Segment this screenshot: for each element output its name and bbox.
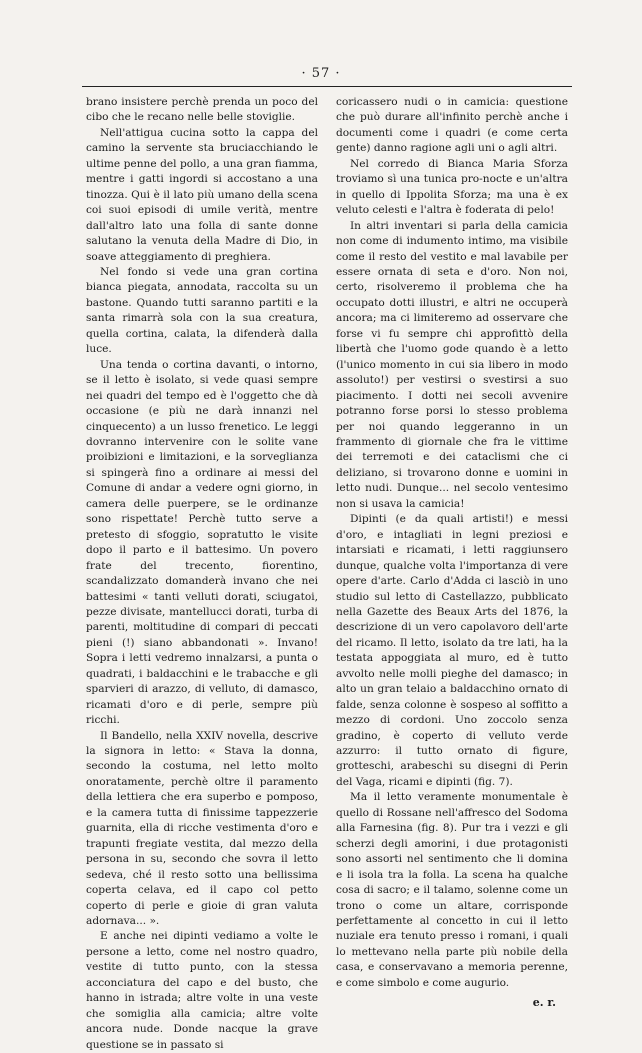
page-number: · 57 · <box>301 66 341 81</box>
paragraph: Una tenda o cortina davanti, o intorno, se il letto è isolato, si vede quasi sempre nei quadri del tempo ed è l'oggetto che dà occasione (e più ne darà innanzi nel cinquecento) a un lusso frenetico. Le leggi dovranno intervenire con le solite vane proibizioni e limitazioni, e la sorveglianza si spingerà fino a ordinare ai messi del Comune di andar a vedere ogni giorno, in camera delle puerpere, se le ordinanze sono rispettate! Perchè tutto serve a pretesto di sfoggio, sopratutto le visite dopo il parto e il battesimo. Un povero frate del trecento, fiorentino, scandalizzato domanderà invano che nei battesimi « tanti velluti dorati, sciugatoi, pezze divisate, mantellucci dorati, turba di parenti, moltitudine di compari di peccati pieni (!) siano abbandonati ». Invano! Sopra i letti vedremo innalzarsi, a punta o quadrati, i baldacchini e le trabacche e gli sparvieri di arazzo, di velluto, di damasco, ricamati d'oro e di perle, sempre più ricchi. <box>86 358 318 727</box>
paragraph: Il Bandello, nella XXIV novella, descrive la signora in letto: « Stava la donna, secondo la costuma, nel letto molto onoratamente, perchè oltre il paramento della lettiera che era superbo e pomposo, e la camera tutta di finissime tappezzerie guarnita, ella di ricche vestimenta d'oro e trapunti fregiate vestita, dal mezzo della persona in su, secondo che sovra il letto sedeva, ché il resto sotto una bellissima coperta celava, ed il capo col petto coperto di perle e gioie di gran valuta adornava... ». <box>86 729 318 928</box>
paragraph: Nel corredo di Bianca Maria Sforza troviamo sì una tunica pro-nocte e un'altra in quello di Ippolita Sforza; ma una è ex veluto celesti e l'altra è foderata di pelo! <box>336 157 568 217</box>
right-column <box>336 95 568 1011</box>
header-rule <box>82 86 572 87</box>
paragraph: coricassero nudi o in camicia: questione che può durare all'infinito perchè anche i documenti come i quadri (e come certa gente) danno ragione agli uni o agli altri. <box>336 96 568 155</box>
paragraph: Ma il letto veramente monumentale è quello di Rossane nell'affresco del Sodoma alla Farnesina (fig. 8). Pur tra i vezzi e gli scherzi degli amorini, i due protagonisti sono assorti nel sentimento che li domina e li isola tra la folla. La scena ha qualche cosa di sacro; e il talamo, solenne come un trono o come un altare, corrisponde perfettamente al concetto in cui il letto nuziale era tenuto presso i romani, i quali lo mettevano nella parte più nobile della casa, e conservavano a memoria perenne, e come simbolo e come augurio. <box>336 791 568 989</box>
left-column <box>86 95 318 1053</box>
paragraph: Nel fondo si vede una gran cortina bianca piegata, annodata, raccolta su un bastone. Quando tutti saranno partiti e la santa rimarrà sola con la sua creatura, quella cortina, calata, la difenderà dalla luce. <box>86 265 318 356</box>
paragraph: Nell'attigua cucina sotto la cappa del camino la servente sta bruciacchiando le ultime penne del pollo, a una gran fiamma, mentre i gatti ingordi si accostano a una tinozza. Qui è il lato più umano della scena coi suoi episodi di umile verità, mentre dall'altro lato una folla di sante donne salutano la venuta della Madre di Dio, in soave atteggiamento di preghiera. <box>86 126 318 263</box>
author-signature: e. r. <box>532 996 556 1010</box>
paragraph: brano insistere perchè prenda un poco del cibo che le recano nelle belle stoviglie. <box>86 96 318 124</box>
paragraph: In altri inventari si parla della camicia non come di indumento intimo, ma visibile come il resto del vestito e mal lavabile per essere ornata di seta e d'oro. Non noi, certo, risolveremo il problema che ha occupato dotti illustri, e altri ne occuperà ancora; ma ci limiteremo ad osservare che forse vi fu sempre chi approfittò della libertà che l'uomo gode quando è a letto (l'unico momento in cui sia libero in modo assoluto!) per vestirsi o svestirsi a suo piacimento. I dotti nei secoli avvenire potranno forse porsi lo stesso problema per noi quando leggeranno in un frammento di giornale che fra le vittime dei terremoti e dei cataclismi che ci deliziano, si trovarono donne e uomini in letto nudi. Dunque... nel secolo ventesimo non si usava la camicia! <box>336 219 568 510</box>
paragraph: E anche nei dipinti vediamo a volte le persone a letto, come nel nostro quadro, vestite di tutto punto, con la stessa acconciatura del capo e del busto, che hanno in istrada; altre volte in una veste che somiglia alla camicia; altre volte ancora nude. Donde nacque la grave questione se in passato si <box>86 930 318 1051</box>
paragraph: Dipinti (e da quali artisti!) e messi d'oro, e intagliati in legni preziosi e intarsiati e ricamati, i letti raggiunsero dunque, qualche volta l'importanza di vere opere d'arte. Carlo d'Adda ci lasciò in uno studio sul letto di Castellazzo, pubblicato nella Gazette des Beaux Arts del 1876, la descrizione di un vero capolavoro dell'arte del ricamo. Il letto, isolato da tre lati, ha la testata appoggiata al muro, ed è tutto avvolto nelle molli pieghe del damasco; in alto un gran telaio a baldacchino ornato di falde, senza colonne è sospeso al soffitto a mezzo di cordoni. Uno zoccolo senza gradino, è coperto di velluto verde azzurro: il tutto ornato di figure, grotteschi, arabeschi su disegni di Perin del Vaga, ricami e dipinti (fig. 7). <box>336 513 568 788</box>
